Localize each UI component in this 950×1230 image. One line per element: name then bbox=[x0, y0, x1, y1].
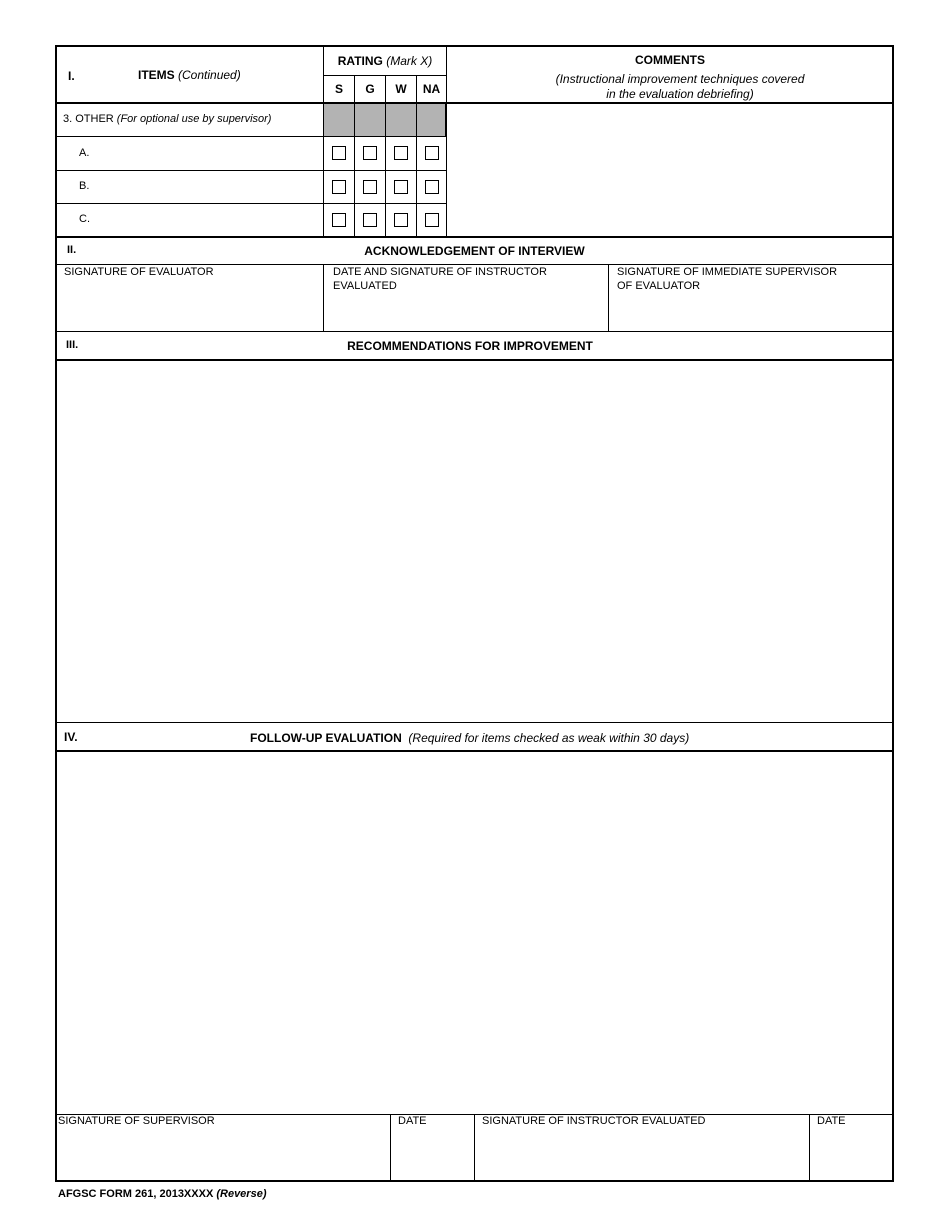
divider bbox=[55, 750, 894, 752]
divider bbox=[55, 359, 894, 361]
rating-col-na: NA bbox=[422, 82, 441, 96]
comments-note-line-2: in the evaluation debriefing) bbox=[606, 87, 754, 101]
other-label: 3. OTHER (For optional use by supervisor) bbox=[63, 113, 272, 125]
items-heading: ITEMS (Continued) bbox=[138, 68, 241, 82]
row-b-label: B. bbox=[79, 180, 90, 192]
section-1-number: I. bbox=[68, 69, 75, 83]
divider bbox=[354, 104, 355, 136]
section-4-number: IV. bbox=[64, 730, 78, 744]
row-c-s-checkbox[interactable] bbox=[332, 213, 346, 227]
date-label-1: DATE bbox=[398, 1115, 427, 1127]
divider bbox=[55, 331, 894, 332]
divider bbox=[416, 75, 417, 236]
rating-col-g: G bbox=[365, 82, 375, 96]
divider bbox=[385, 75, 386, 236]
signature-of-instructor-label: SIGNATURE OF INSTRUCTOR EVALUATED bbox=[482, 1115, 706, 1127]
divider bbox=[416, 104, 417, 136]
rating-col-w: W bbox=[395, 82, 407, 96]
divider bbox=[55, 170, 446, 171]
row-a-label: A. bbox=[79, 147, 90, 159]
row-a-w-checkbox[interactable] bbox=[394, 146, 408, 160]
divider bbox=[323, 136, 446, 137]
supervisor-signature-field[interactable] bbox=[57, 1130, 389, 1180]
divider bbox=[390, 1114, 391, 1182]
signature-of-evaluator-label: SIGNATURE OF EVALUATOR bbox=[64, 266, 214, 278]
signature-of-supervisor-label: SIGNATURE OF SUPERVISOR bbox=[58, 1115, 215, 1127]
instructor-signature-field[interactable] bbox=[325, 295, 607, 330]
form-identifier: AFGSC FORM 261, 2013XXXX (Reverse) bbox=[58, 1188, 267, 1200]
divider bbox=[445, 103, 447, 137]
divider bbox=[55, 264, 894, 265]
row-a-s-checkbox[interactable] bbox=[332, 146, 346, 160]
divider bbox=[608, 264, 609, 331]
recommendations-field[interactable] bbox=[57, 362, 892, 720]
date-field-2[interactable] bbox=[811, 1130, 892, 1180]
evaluator-signature-field[interactable] bbox=[57, 295, 322, 330]
date-label-2: DATE bbox=[817, 1115, 846, 1127]
rating-col-s: S bbox=[334, 82, 343, 96]
section-3-title: RECOMMENDATIONS FOR IMPROVEMENT bbox=[347, 339, 593, 353]
divider bbox=[354, 75, 355, 236]
section-2-number: II. bbox=[67, 244, 77, 256]
row-b-s-checkbox[interactable] bbox=[332, 180, 346, 194]
comments-note-line-1: (Instructional improvement techniques covered bbox=[555, 72, 805, 86]
comments-heading: COMMENTS bbox=[635, 53, 705, 67]
row-b-w-checkbox[interactable] bbox=[394, 180, 408, 194]
section-2-title: ACKNOWLEDGEMENT OF INTERVIEW bbox=[364, 244, 585, 258]
section-4-title: FOLLOW-UP EVALUATION (Required for items checked as weak within 30 days) bbox=[250, 731, 690, 745]
divider bbox=[474, 1114, 475, 1182]
supervisor-signature-label-line-2: OF EVALUATOR bbox=[617, 280, 701, 292]
rating-heading: RATING (Mark X) bbox=[337, 54, 433, 68]
supervisor-signature-label-line-1: SIGNATURE OF IMMEDIATE SUPERVISOR bbox=[617, 266, 838, 278]
divider bbox=[809, 1114, 810, 1182]
row-b-na-checkbox[interactable] bbox=[425, 180, 439, 194]
section-3-number: III. bbox=[66, 339, 79, 351]
divider bbox=[55, 136, 323, 137]
supervisor-signature-field[interactable] bbox=[610, 295, 892, 330]
instructor-signature-label-line-2: EVALUATED bbox=[333, 280, 397, 292]
follow-up-field[interactable] bbox=[57, 753, 892, 1111]
row-c-na-checkbox[interactable] bbox=[425, 213, 439, 227]
row-c-g-checkbox[interactable] bbox=[363, 213, 377, 227]
divider bbox=[55, 722, 894, 723]
date-field-1[interactable] bbox=[392, 1130, 473, 1180]
divider bbox=[55, 203, 446, 204]
row-c-label: C. bbox=[79, 213, 90, 225]
instructor-signature-label-line-1: DATE AND SIGNATURE OF INSTRUCTOR bbox=[333, 266, 547, 278]
divider bbox=[385, 104, 386, 136]
row-c-w-checkbox[interactable] bbox=[394, 213, 408, 227]
row-a-na-checkbox[interactable] bbox=[425, 146, 439, 160]
instructor-signature-field[interactable] bbox=[476, 1130, 808, 1180]
comments-field[interactable] bbox=[448, 104, 892, 235]
divider bbox=[323, 264, 324, 331]
divider bbox=[55, 236, 894, 238]
row-b-g-checkbox[interactable] bbox=[363, 180, 377, 194]
row-a-g-checkbox[interactable] bbox=[363, 146, 377, 160]
